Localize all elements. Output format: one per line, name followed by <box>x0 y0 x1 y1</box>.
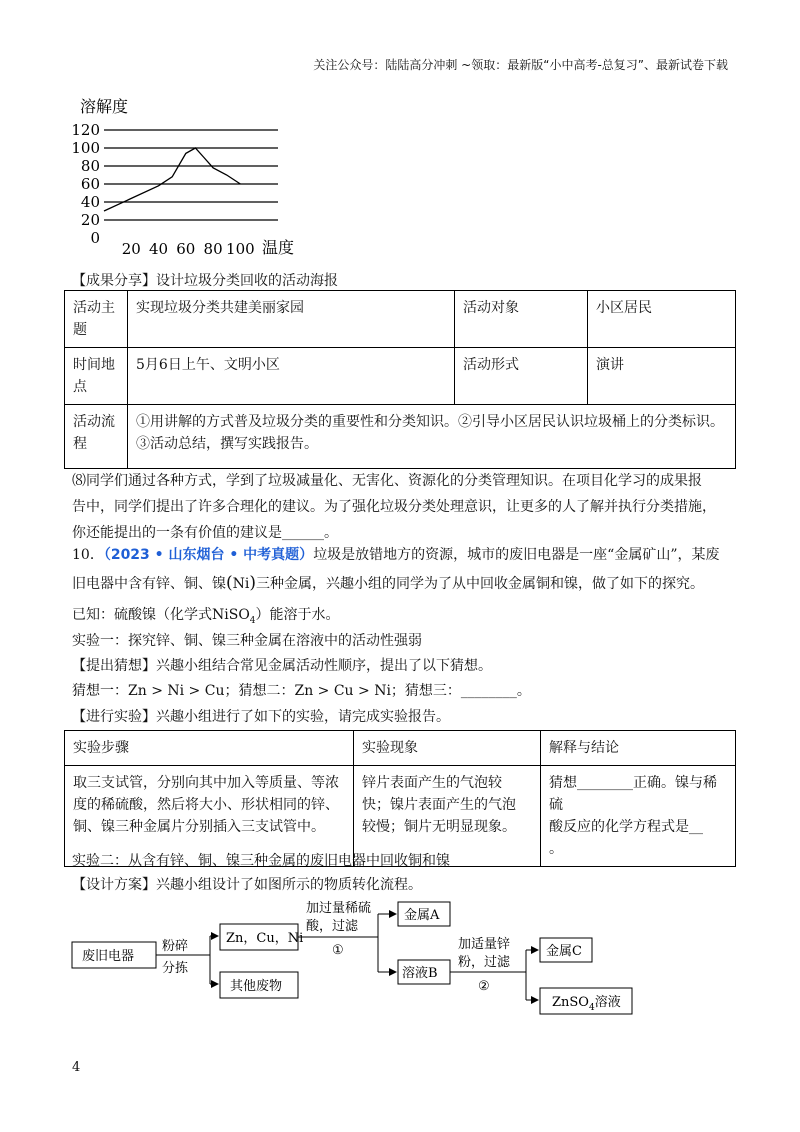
guess-line: 猜想一：Zn > Ni > Cu；猜想二：Zn > Cu > Ni；猜想三：________。 <box>72 683 531 699</box>
x-tick-label: 40 <box>148 240 169 258</box>
question-8 <box>72 470 752 544</box>
q8-line-2: 告中，同学们提出了许多合理化的建议。为了强化垃圾分类处理意识，让更多的人了解并执行分类措施， <box>72 499 716 515</box>
box-metal-a-label: 金属A <box>404 908 440 923</box>
head-phenomena: 实验现象 <box>354 731 541 766</box>
share-heading: 【成果分享】设计垃圾分类回收的活动海报 <box>72 273 338 289</box>
box-metals-label: Zn，Cu，Ni <box>226 931 304 946</box>
x-tick-label: 100 <box>226 240 255 258</box>
cell-target: 小区居民 <box>588 291 736 348</box>
do-exp-heading: 【进行实验】兴趣小组进行了如下的实验，请完成实验报告。 <box>72 709 450 725</box>
head-steps: 实验步骤 <box>65 731 354 766</box>
y-axis-label: 溶解度 <box>80 97 129 116</box>
x-tick-label: 20 <box>121 240 141 258</box>
cell-target-head: 活动对象 <box>455 291 588 348</box>
q8-line-1: ⑻同学们通过各种方式，学到了垃圾减量化、无害化、资源化的分类管理知识。在项目化学习的成果报 <box>72 473 702 489</box>
box-solution-b-label: 溶液B <box>402 966 438 981</box>
q8-line-3: 你还能提出的一条有价值的建议是______。 <box>72 525 338 541</box>
cell-time-head: 时间地点 <box>65 348 128 405</box>
phen-line: 较慢；铜片无明显现象。 <box>362 819 516 835</box>
box-other-waste-label: 其他废物 <box>230 979 283 994</box>
cell-form: 演讲 <box>588 348 736 405</box>
y-tick-label: 80 <box>80 157 100 175</box>
poster-table <box>64 290 736 469</box>
arrow-acid-label-2: 酸，过滤 <box>306 919 359 934</box>
step-2-label: ② <box>478 979 490 994</box>
x-tick-label: 80 <box>203 240 223 258</box>
box-metal-c-label: 金属C <box>546 944 582 959</box>
y-tick-label: 40 <box>80 193 100 211</box>
y-tick-label: 100 <box>71 139 100 157</box>
q10-line-1: 垃圾是放错地方的资源，城市的废旧电器是一座“金属矿山”，某废 <box>313 547 720 563</box>
head-conclusion: 解释与结论 <box>541 731 736 766</box>
step-1-label: ① <box>332 943 344 958</box>
znso4-formula: ZnSO <box>552 995 589 1010</box>
box-znso4-label <box>552 994 621 1013</box>
page-header: 关注公众号：陆陆高分冲刺 ~领取：最新版“小中高考-总复习”、最新试卷下载 <box>313 58 728 72</box>
x-axis-label: 温度 <box>262 238 295 257</box>
exp1-line: 实验一：探究锌、铜、镍三种金属在溶液中的活动性强弱 <box>72 633 422 649</box>
page-number: 4 <box>72 1060 81 1075</box>
box-waste-appliance-label: 废旧电器 <box>82 949 135 964</box>
phen-line: 快；镍片表面产生的气泡 <box>362 797 516 813</box>
design-heading: 【设计方案】兴趣小组设计了如图所示的物质转化流程。 <box>72 877 422 893</box>
ni-symbol: Ni <box>232 576 250 592</box>
cell-conclusion <box>541 766 736 867</box>
cell-theme-head: 活动主题 <box>65 291 128 348</box>
arrow-acid-label-1: 加过量稀硫 <box>306 901 372 916</box>
cell-theme: 实现垃圾分类共建美丽家园 <box>128 291 455 348</box>
y-tick-label: 120 <box>71 121 100 139</box>
phen-line: 锌片表面产生的气泡较 <box>362 775 502 791</box>
arrow-zinc-label-2: 粉，过滤 <box>458 955 511 970</box>
known-line <box>72 604 340 632</box>
cell-flow <box>128 405 736 469</box>
concl-line: 猜想________正确。镍与稀硫 <box>549 775 717 813</box>
known-sub: 4 <box>249 615 256 626</box>
znso4-subscript: 4 <box>588 1003 595 1013</box>
arrow-crush-label: 粉碎 <box>162 939 189 954</box>
y-tick-label: 60 <box>80 175 100 193</box>
q10-source: （2023 • 山东烟台 • 中考真题） <box>103 547 314 563</box>
q10-number: 10． <box>72 547 104 563</box>
concl-line: 。 <box>549 841 563 857</box>
arrow-zinc-label-1: 加适量锌 <box>458 937 511 952</box>
flow-diagram <box>60 892 680 1032</box>
q10-line-2b: 三种金属，兴趣小组的同学为了从中回收金属铜和镍，做了如下的探究。 <box>256 576 705 592</box>
exp2-line: 实验二：从含有锌、铜、镍三种金属的废旧电器中回收铜和镍 <box>72 853 450 869</box>
solubility-chart <box>70 90 310 260</box>
steps-line: 度的稀硫酸，然后将大小、形状相同的锌、 <box>73 797 339 813</box>
known-end: ）能溶于水。 <box>255 607 340 623</box>
y-tick-label: 0 <box>90 229 100 247</box>
cell-flow-head: 活动流程 <box>65 405 128 469</box>
y-tick-label: 20 <box>80 211 100 229</box>
q10-line-2a: 旧电器中含有锌、铜、镍 <box>72 576 226 592</box>
cell-time: 5月6日上午、文明小区 <box>128 348 455 405</box>
x-tick-label: 60 <box>176 240 196 258</box>
flow-line-2: ③活动总结，撰写实践报告。 <box>136 436 318 452</box>
steps-line: 铜、镍三种金属片分别插入三支试管中。 <box>73 819 325 835</box>
experiment-table <box>64 730 736 867</box>
arrow-sort-label: 分拣 <box>162 961 189 976</box>
cell-form-head: 活动形式 <box>455 348 588 405</box>
concl-line: 酸反应的化学方程式是__ <box>549 819 703 835</box>
steps-line: 取三支试管，分别向其中加入等质量、等浓 <box>73 775 339 791</box>
guess-heading: 【提出猜想】兴趣小组结合常见金属活动性顺序，提出了以下猜想。 <box>72 658 492 674</box>
question-10: 10．（2023 • 山东烟台 • 中考真题）垃圾是放错地方的资源，城市的废旧电器是一座“金属矿山”，某废 旧电器中含有锌、铜、镍(Ni)三种金属，兴趣小组的同学为了从中回收金属铜和镍，做了如下的探究。 <box>72 547 720 593</box>
znso4-suffix: 溶液 <box>594 995 621 1010</box>
known-text: 已知：硫酸镍（化学式NiSO <box>72 607 250 623</box>
flow-line-1: ①用讲解的方式普及垃圾分类的重要性和分类知识。②引导小区居民认识垃圾桶上的分类标识。 <box>136 414 724 430</box>
